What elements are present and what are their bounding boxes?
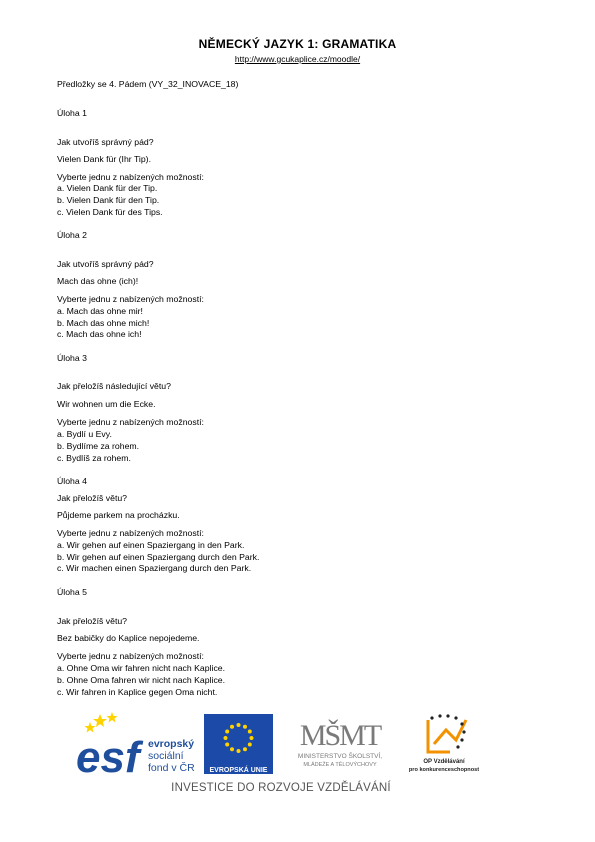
esf-line-1: evropský — [148, 738, 195, 750]
task-4-option-c[interactable]: c. Wir machen einen Spaziergang durch den Park. — [57, 563, 252, 573]
task-3-heading: Úloha 3 — [57, 353, 87, 363]
task-2-question: Jak utvoříš správný pád? — [57, 259, 154, 269]
eu-logo — [204, 714, 273, 774]
task-2-option-a[interactable]: a. Mach das ohne mir! — [57, 306, 143, 316]
task-3-question: Jak přeložíš následující větu? — [57, 381, 171, 391]
task-4-option-a[interactable]: a. Wir gehen auf einen Spaziergang in den Park. — [57, 540, 245, 550]
task-5-option-b[interactable]: b. Ohne Oma fahren wir nicht nach Kaplice. — [57, 675, 226, 685]
task-1-heading: Úloha 1 — [57, 108, 87, 118]
msmt-logo — [298, 719, 382, 768]
esf-line-3: fond v ČR — [148, 762, 195, 774]
esf-stars-icon — [85, 712, 118, 733]
footer-logo-strip — [0, 700, 595, 810]
task-1-option-c[interactable]: c. Vielen Dank für des Tips. — [57, 207, 163, 217]
task-5-heading: Úloha 5 — [57, 587, 87, 597]
eu-flag-icon — [204, 714, 273, 764]
task-2-option-c[interactable]: c. Mach das ohne ich! — [57, 329, 142, 339]
task-1-question: Jak utvoříš správný pád? — [57, 137, 154, 147]
task-3-instruction: Vyberte jednu z nabízených možností: — [57, 417, 204, 427]
task-1-instruction: Vyberte jednu z nabízených možností: — [57, 172, 204, 182]
task-4-option-b[interactable]: b. Wir gehen auf einen Spaziergang durch den Park. — [57, 552, 260, 562]
task-4-question: Jak přeložíš větu? — [57, 493, 128, 503]
page-title: NĚMECKÝ JAZYK 1: GRAMATIKA — [198, 37, 397, 51]
msmt-line-2: MLÁDEŽE A TĚLOVÝCHOVY — [303, 762, 377, 768]
task-5-option-c[interactable]: c. Wir fahren in Kaplice gegen Oma nicht. — [57, 687, 218, 697]
task-4-sentence: Půjdeme parkem na procházku. — [57, 510, 180, 520]
task-4-heading: Úloha 4 — [57, 476, 87, 486]
task-3-option-a[interactable]: a. Bydlí u Evy. — [57, 429, 112, 439]
task-3-sentence: Wir wohnen um die Ecke. — [57, 399, 156, 409]
task-5-question: Jak přeložíš větu? — [57, 616, 128, 626]
task-2-instruction: Vyberte jednu z nabízených možností: — [57, 294, 204, 304]
msmt-line-1: MINISTERSTVO ŠKOLSTVÍ, — [297, 753, 383, 760]
esf-line-2: sociální — [148, 750, 184, 762]
task-3-option-c[interactable]: c. Bydlíš za rohem. — [57, 453, 131, 463]
eu-label: EVROPSKÁ UNIE — [209, 767, 268, 774]
esf-mark: esf — [76, 733, 140, 782]
task-2-heading: Úloha 2 — [57, 230, 87, 240]
task-4-instruction: Vyberte jednu z nabízených možností: — [57, 528, 204, 538]
task-2-option-b[interactable]: b. Mach das ohne mich! — [57, 318, 150, 328]
task-3-option-b[interactable]: b. Bydlíme za rohem. — [57, 441, 140, 451]
task-1-option-a[interactable]: a. Vielen Dank für der Tip. — [57, 183, 158, 193]
task-1-option-b[interactable]: b. Vielen Dank für den Tip. — [57, 195, 160, 205]
msmt-mark: MŠMT — [299, 719, 381, 752]
task-5-option-a[interactable]: a. Ohne Oma wir fahren nicht nach Kaplice. — [57, 663, 226, 673]
op-vk-line-1: OP Vzdělávání — [423, 759, 465, 765]
op-vk-line-2: pro konkurenceschopnost — [408, 767, 480, 773]
moodle-link[interactable]: http://www.gcukaplice.cz/moodle/ — [234, 54, 361, 64]
lesson-subtitle: Předložky se 4. Pádem (VY_32_INOVACE_18) — [57, 79, 239, 89]
task-5-instruction: Vyberte jednu z nabízených možností: — [57, 651, 204, 661]
task-5-sentence: Bez babičky do Kaplice nepojedeme. — [57, 633, 200, 643]
task-2-sentence: Mach das ohne (ich)! — [57, 276, 139, 286]
op-vk-mark-icon — [428, 714, 466, 752]
esf-logo — [76, 712, 195, 782]
task-1-sentence: Vielen Dank für (Ihr Tip). — [57, 154, 151, 164]
footer-slogan: INVESTICE DO ROZVOJE VZDĚLÁVÁNÍ — [171, 782, 391, 794]
op-vk-logo — [409, 714, 479, 773]
